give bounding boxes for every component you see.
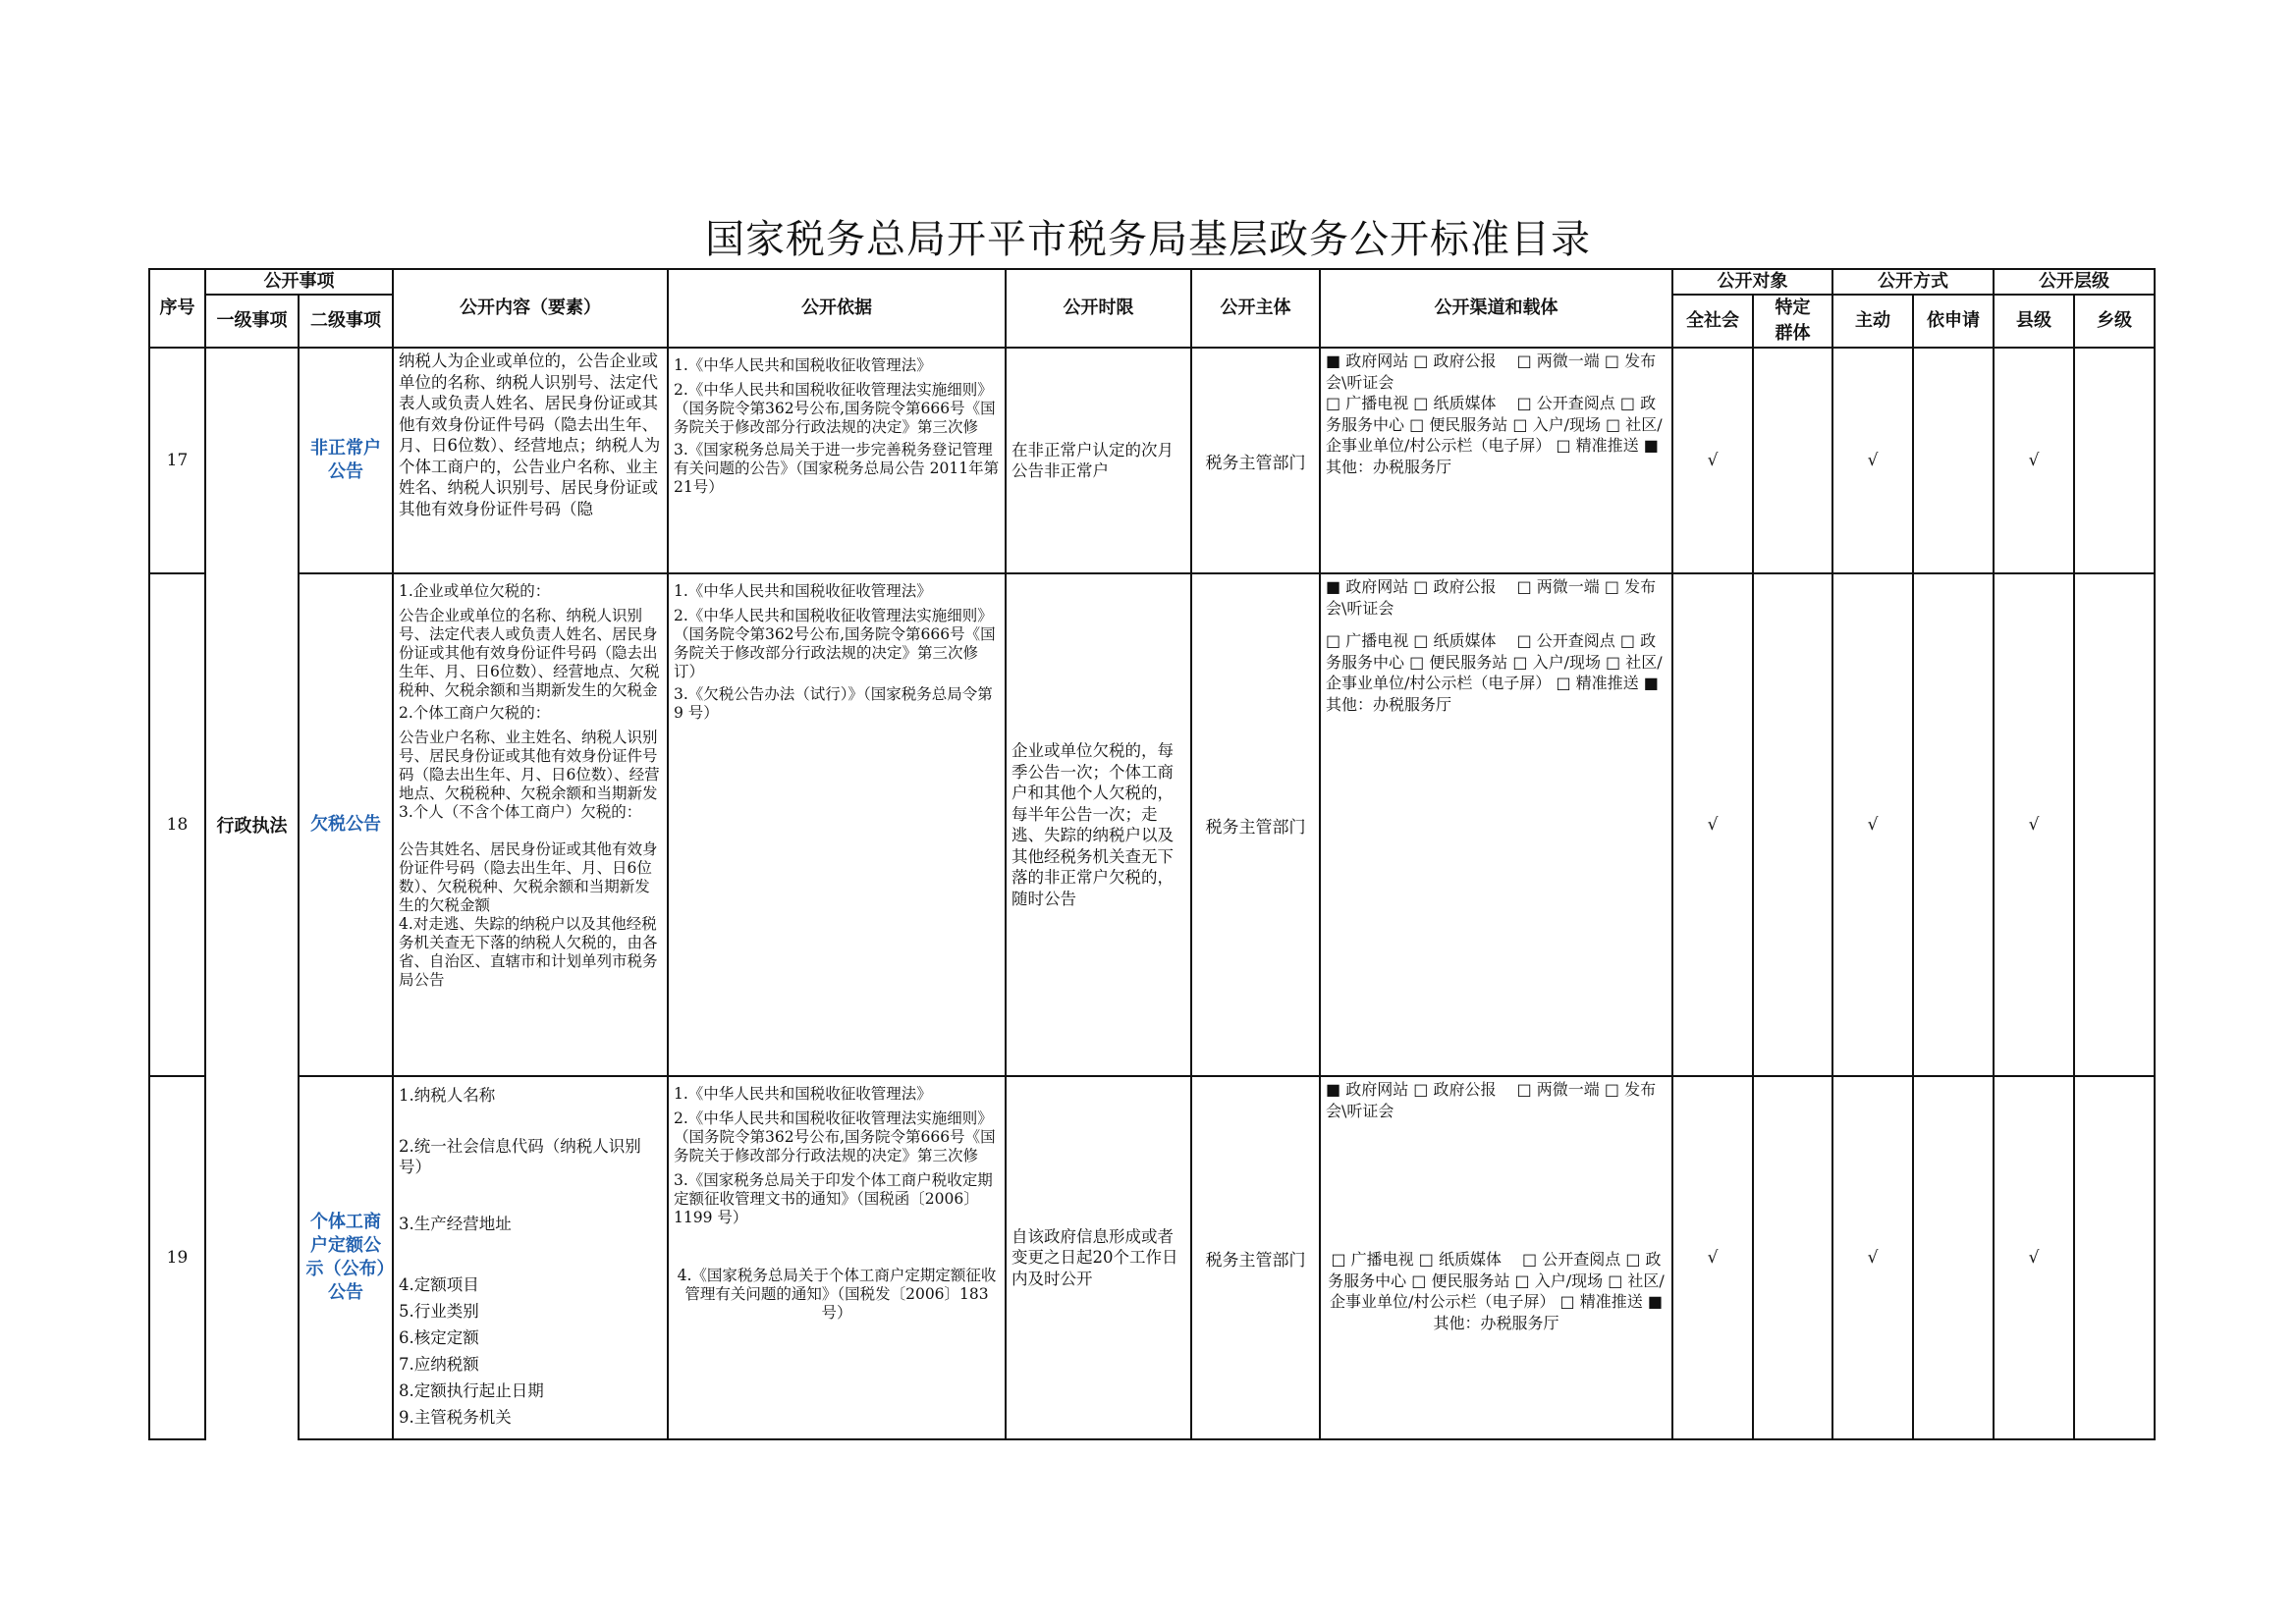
header-specific-group: 特定群体 (1753, 295, 1832, 348)
content-para: 5.行业类别 (399, 1302, 479, 1321)
level1-cell-empty (205, 1076, 299, 1439)
row-subject: 税务主管部门 (1191, 573, 1320, 1076)
level1-cell-empty (205, 348, 299, 573)
content-para: 公告其姓名、居民身份证或其他有效身份证件号码（隐去出生年、月、日6位数）、欠税税种、欠税余额和当期新发生的欠税金额 (399, 840, 658, 914)
header-township: 乡级 (2074, 295, 2155, 348)
content-para: 9.主管税务机关 (399, 1408, 512, 1427)
content-para: 纳税人为企业或单位的，公告企业或单位的名称、纳税人识别号、法定代表人或负责人姓名、居民身份证或其他有效身份证件号码（隐去出生年、月、日6位数）、经营地点；纳税人为个体工商户的，公告业户名称、业主姓名、纳税人识别号、居民身份证或其他有效身份证件号码（隐 (399, 352, 661, 518)
channel-line: □ 广播电视 □ 纸质媒体 □ 公开查阅点 □ 政务服务中心 □ 便民服务站 □ 入户/现场 □ 社区/企事业单位/村公示栏（电子屏） □ 精准推送 ■ 其他：办税服务厅 (1326, 631, 1663, 714)
check-all-society: √ (1672, 573, 1753, 1076)
basis-para: 2.《中华人民共和国税收征收管理法实施细则》（国务院令第362号公布,国务院令第666号《国务院关于修改部分行政法规的决定》第三次修订） (674, 607, 996, 680)
row-channel (1320, 573, 1672, 1076)
content-para: 7.应纳税额 (399, 1355, 479, 1374)
basis-para: 2.《中华人民共和国税收征收管理法实施细则》（国务院令第362号公布,国务院令第666号《国务院关于修改部分行政法规的决定》第三次修 (674, 381, 996, 436)
content-para: 公告业户名称、业主姓名、纳税人识别号、居民身份证或其他有效身份证件号码（隐去出生年、月、日6位数）、经营地点、欠税税种、欠税余额和当期新发 (399, 729, 660, 802)
header-target: 公开对象 (1672, 269, 1832, 295)
check-county: √ (1994, 1076, 2074, 1439)
check-county: √ (1994, 348, 2074, 573)
content-para: 6.核定定额 (399, 1328, 479, 1347)
content-para: 4.定额项目 (399, 1275, 479, 1294)
row-content (393, 1076, 668, 1439)
header-row-1 (149, 269, 2155, 295)
basis-para: 3.《国家税务总局关于印发个体工商户税收定期定额征收管理文书的通知》（国税函〔2006〕1199 号） (674, 1171, 993, 1226)
check-on-request (1913, 1076, 1994, 1439)
check-township (2074, 1076, 2155, 1439)
header-seq: 序号 (149, 269, 205, 348)
content-para: 3.生产经营地址 (399, 1214, 512, 1233)
row-subject: 税务主管部门 (1191, 1076, 1320, 1439)
check-active: √ (1832, 1076, 1913, 1439)
row-content (393, 348, 668, 573)
header-channel: 公开渠道和载体 (1320, 269, 1672, 348)
header-method: 公开方式 (1832, 269, 1994, 295)
header-level: 公开层级 (1994, 269, 2155, 295)
row-basis (668, 573, 1006, 1076)
row-channel (1320, 348, 1672, 573)
basis-para: 1.《中华人民共和国税收征收管理法》 (674, 582, 932, 600)
header-active: 主动 (1832, 295, 1913, 348)
time-limit-text: 在非正常户认定的次月公告非正常户 (1011, 440, 1174, 480)
disclosure-table (148, 268, 2156, 1440)
content-para: 1.企业或单位欠税的： (399, 582, 551, 600)
channel-line: ■ 政府网站 □ 政府公报 □ 两微一端 □ 发布会\听证会 (1326, 1080, 1657, 1120)
header-subject: 公开主体 (1191, 269, 1320, 348)
header-all-society: 全社会 (1672, 295, 1753, 348)
header-time-limit: 公开时限 (1006, 269, 1191, 348)
content-para: 2.个体工商户欠税的： (399, 704, 551, 722)
channel-line: □ 广播电视 □ 纸质媒体 □ 公开查阅点 □ 政务服务中心 □ 便民服务站 □ 入户/现场 □ 社区/企事业单位/村公示栏（电子屏） □ 精准推送 ■ 其他：办税服务厅 (1328, 1250, 1665, 1332)
table-row (149, 573, 2155, 1076)
row-channel (1320, 1076, 1672, 1439)
basis-para: 3.《欠税公告办法（试行）》（国家税务总局令第 9 号） (674, 685, 993, 722)
check-township (2074, 348, 2155, 573)
table-row (149, 348, 2155, 573)
channel-line: ■ 政府网站 □ 政府公报 □ 两微一端 □ 发布会\听证会 (1326, 352, 1657, 392)
row-basis (668, 1076, 1006, 1439)
content-para: 8.定额执行起止日期 (399, 1381, 544, 1400)
row-time-limit (1006, 1076, 1191, 1439)
check-specific-group (1753, 348, 1832, 573)
header-level1: 一级事项 (205, 295, 299, 348)
content-para: 公告企业或单位的名称、纳税人识别号、法定代表人或负责人姓名、居民身份证或其他有效身份证件号码（隐去出生年、月、日6位数）、经营地点、欠税税种、欠税余额和当期新发生的欠税金 (399, 607, 660, 699)
header-county: 县级 (1994, 295, 2074, 348)
basis-para: 1.《中华人民共和国税收征收管理法》 (674, 356, 932, 374)
channel-line: □ 广播电视 □ 纸质媒体 □ 公开查阅点 □ 政务服务中心 □ 便民服务站 □ 入户/现场 □ 社区/企事业单位/村公示栏（电子屏） □ 精准推送 ■ 其他：办税服务厅 (1326, 394, 1663, 476)
page-title: 国家税务总局开平市税务局基层政务公开标准目录 (705, 217, 1591, 262)
content-para: 1.纳税人名称 (399, 1086, 496, 1105)
row-seq: 17 (149, 348, 205, 573)
content-para: 3.个人（不含个体工商户）欠税的： (399, 803, 642, 821)
check-county: √ (1994, 573, 2074, 1076)
content-para: 2.统一社会信息代码（纳税人识别号） (399, 1136, 641, 1176)
row-item: 欠税公告 (299, 573, 393, 1076)
check-township (2074, 573, 2155, 1076)
row-time-limit (1006, 573, 1191, 1076)
check-active: √ (1832, 348, 1913, 573)
row-item: 个体工商户定额公示（公布）公告 (299, 1076, 393, 1439)
time-limit-text: 企业或单位欠税的，每季公告一次；个体工商户和其他个人欠税的，每半年公告一次；走逃、失踪的纳税户以及其他经税务机关查无下落的非正常户欠税的，随时公告 (1011, 741, 1174, 908)
check-all-society: √ (1672, 1076, 1753, 1439)
basis-para: 4.《国家税务总局关于个体工商户定期定额征收管理有关问题的通知》（国税发〔2006〕183号） (677, 1267, 997, 1322)
time-limit-text: 自该政府信息形成或者变更之日起20个工作日内及时公开 (1011, 1226, 1178, 1288)
check-active: √ (1832, 573, 1913, 1076)
header-basis: 公开依据 (668, 269, 1006, 348)
row-item: 非正常户公告 (299, 348, 393, 573)
header-level2: 二级事项 (299, 295, 393, 348)
check-on-request (1913, 573, 1994, 1076)
basis-para: 2.《中华人民共和国税收征收管理法实施细则》（国务院令第362号公布,国务院令第666号《国务院关于修改部分行政法规的决定》第三次修 (674, 1109, 996, 1164)
basis-para: 1.《中华人民共和国税收征收管理法》 (674, 1085, 932, 1103)
basis-para: 3.《国家税务总局关于进一步完善税务登记管理有关问题的公告》（国家税务总局公告 2011年第21号） (674, 441, 1000, 496)
row-subject: 税务主管部门 (1191, 348, 1320, 573)
header-content: 公开内容（要素） (393, 269, 668, 348)
header-on-request: 依申请 (1913, 295, 1994, 348)
check-specific-group (1753, 1076, 1832, 1439)
row-time-limit (1006, 348, 1191, 573)
row-seq: 19 (149, 1076, 205, 1439)
level1-category: 行政执法 (205, 573, 299, 1076)
check-specific-group (1753, 573, 1832, 1076)
check-on-request (1913, 348, 1994, 573)
row-seq: 18 (149, 573, 205, 1076)
header-matter: 公开事项 (205, 269, 393, 295)
check-all-society: √ (1672, 348, 1753, 573)
content-para: 4.对走逃、失踪的纳税户以及其他经税务机关查无下落的纳税人欠税的，由各省、自治区、直辖市和计划单列市税务局公告 (399, 915, 658, 989)
table-row (149, 1076, 2155, 1439)
channel-line: ■ 政府网站 □ 政府公报 □ 两微一端 □ 发布会\听证会 (1326, 577, 1657, 618)
row-basis (668, 348, 1006, 573)
row-content (393, 573, 668, 1076)
